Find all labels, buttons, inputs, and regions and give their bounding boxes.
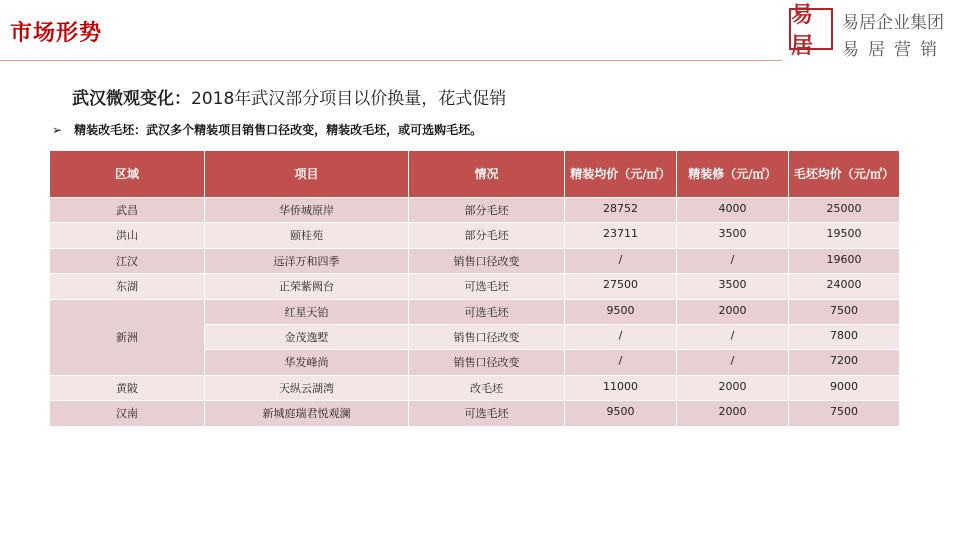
- cell-raw-price: 7200: [789, 350, 900, 375]
- cell-fin-price: 28752: [565, 198, 677, 223]
- cell-status: 销售口径改变: [409, 324, 565, 349]
- cell-region: 东湖: [50, 274, 205, 299]
- cell-raw-price: 9000: [789, 375, 900, 400]
- table-row: [50, 198, 900, 223]
- cell-project: 新城庭瑞君悦观澜: [205, 401, 409, 426]
- cell-fin-price: 9500: [565, 299, 677, 324]
- table-header-row: [50, 151, 900, 198]
- header-finished-price: 精装均价（元/㎡）: [565, 151, 677, 198]
- cell-raw-price: 19600: [789, 248, 900, 273]
- cell-project: 华侨城原岸: [205, 198, 409, 223]
- cell-project: 金茂逸墅: [205, 324, 409, 349]
- logo-text: 易居: [791, 3, 814, 59]
- cell-raw-price: 7800: [789, 324, 900, 349]
- cell-raw-price: 24000: [789, 274, 900, 299]
- cell-decor: 2000: [677, 375, 789, 400]
- subtitle-bold: 武汉微观变化：: [72, 89, 191, 109]
- cell-region: 新洲: [50, 299, 205, 375]
- cell-decor: 2000: [677, 299, 789, 324]
- table-row: [50, 274, 900, 299]
- cell-status: 可选毛坯: [409, 401, 565, 426]
- table-row: [50, 223, 900, 248]
- cell-decor: /: [677, 350, 789, 375]
- cell-raw-price: 7500: [789, 299, 900, 324]
- cell-fin-price: /: [565, 248, 677, 273]
- company-logo: [789, 3, 833, 59]
- cell-region: 江汉: [50, 248, 205, 273]
- cell-fin-price: /: [565, 324, 677, 349]
- brand-name-marketing: 易居营销: [842, 40, 946, 60]
- cell-status: 改毛坯: [409, 375, 565, 400]
- cell-status: 部分毛坯: [409, 223, 565, 248]
- table-row: [50, 248, 900, 273]
- cell-project: 天纵云湖湾: [205, 375, 409, 400]
- cell-raw-price: 19500: [789, 223, 900, 248]
- cell-decor: 4000: [677, 198, 789, 223]
- cell-decor: /: [677, 248, 789, 273]
- header-project: 项目: [205, 151, 409, 198]
- cell-project: 华发峰尚: [205, 350, 409, 375]
- bullet-point: [52, 121, 482, 138]
- header-status: 情况: [409, 151, 565, 198]
- cell-fin-price: 23711: [565, 223, 677, 248]
- arrow-right-icon: ➢: [52, 123, 63, 137]
- cell-project: 远洋万和四季: [205, 248, 409, 273]
- cell-decor: /: [677, 324, 789, 349]
- cell-decor: 3500: [677, 223, 789, 248]
- cell-fin-price: 11000: [565, 375, 677, 400]
- subtitle: [72, 84, 506, 109]
- cell-fin-price: 9500: [565, 401, 677, 426]
- bullet-text: 精装改毛坯：武汉多个精装项目销售口径改变，精装改毛坯，或可选购毛坯。: [74, 123, 483, 137]
- cell-region: 洪山: [50, 223, 205, 248]
- header-raw-price: 毛坯均价（元/㎡）: [789, 151, 900, 198]
- cell-status: 可选毛坯: [409, 274, 565, 299]
- cell-status: 部分毛坯: [409, 198, 565, 223]
- price-table: [49, 150, 900, 427]
- cell-project: 红星天铂: [205, 299, 409, 324]
- header-decoration: 精装修（元/㎡）: [677, 151, 789, 198]
- subtitle-text: 2018年武汉部分项目以价换量，花式促销: [191, 89, 507, 109]
- cell-status: 销售口径改变: [409, 350, 565, 375]
- header-region: 区域: [50, 151, 205, 198]
- cell-region: 汉南: [50, 401, 205, 426]
- cell-region: 武昌: [50, 198, 205, 223]
- cell-fin-price: /: [565, 350, 677, 375]
- header-divider: [0, 60, 782, 61]
- table-row: [50, 401, 900, 426]
- cell-decor: 3500: [677, 274, 789, 299]
- cell-project: 颐桂苑: [205, 223, 409, 248]
- table-row: [50, 299, 900, 324]
- cell-raw-price: 7500: [789, 401, 900, 426]
- cell-project: 正荣紫阙台: [205, 274, 409, 299]
- cell-region: 黄陂: [50, 375, 205, 400]
- cell-fin-price: 27500: [565, 274, 677, 299]
- cell-status: 销售口径改变: [409, 248, 565, 273]
- cell-raw-price: 25000: [789, 198, 900, 223]
- cell-status: 可选毛坯: [409, 299, 565, 324]
- table-row: [50, 375, 900, 400]
- brand-name-group: 易居企业集团: [842, 13, 944, 33]
- cell-decor: 2000: [677, 401, 789, 426]
- page-title: 市场形势: [10, 21, 103, 46]
